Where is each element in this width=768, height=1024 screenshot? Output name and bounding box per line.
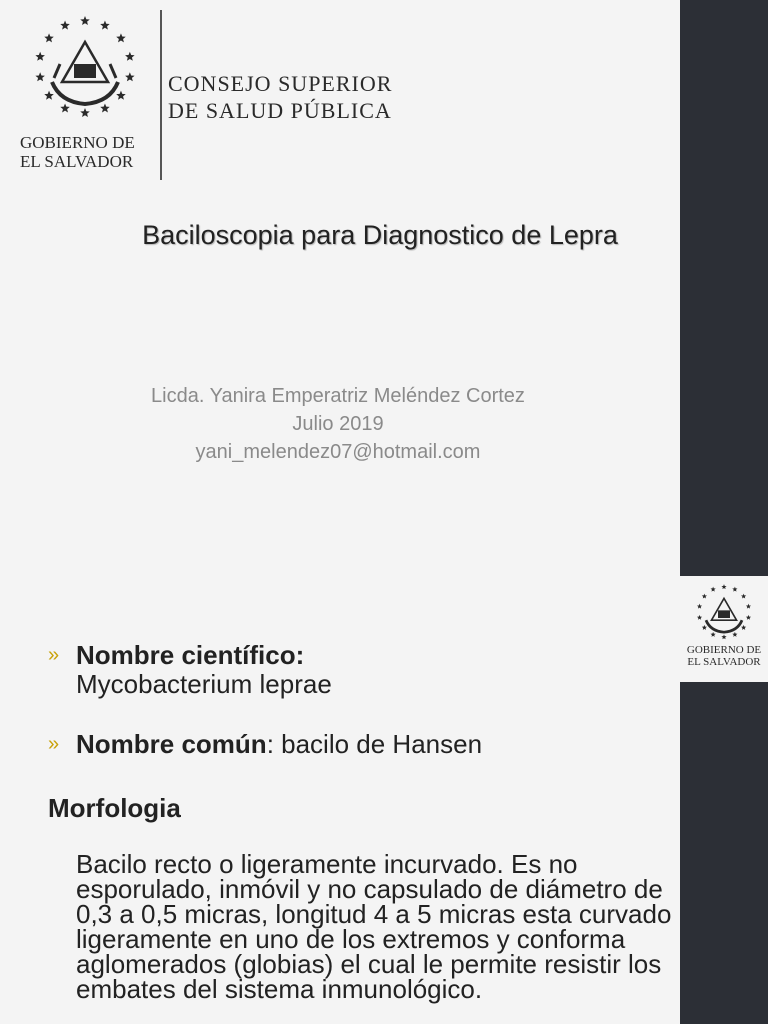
bullet-chevron-icon: » (48, 644, 60, 666)
right-sidebar (680, 0, 768, 1024)
star-icon (100, 21, 110, 30)
star-icon (746, 615, 751, 620)
star-icon (116, 91, 126, 100)
star-icon (711, 587, 716, 592)
star-icon (702, 594, 707, 599)
star-icon (100, 103, 110, 112)
star-icon (116, 33, 126, 42)
common-name-label: Nombre común (76, 729, 267, 759)
bullet-common-name (48, 729, 482, 759)
star-icon (721, 584, 726, 589)
author-name: Licda. Yanira Emperatriz Meléndez Cortez (151, 385, 525, 407)
slide-title: Baciloscopia para Diagnostico de Lepra (142, 220, 618, 250)
star-icon (35, 72, 45, 81)
author-block (0, 382, 676, 466)
sidebar-gov-line-1: GOBIERNO DE (686, 644, 762, 656)
star-icon (125, 72, 135, 81)
star-icon (60, 21, 70, 30)
national-seal-icon (30, 12, 140, 122)
national-seal-icon (694, 582, 754, 642)
author-email: yani_melendez07@hotmail.com (195, 441, 481, 463)
header-divider (160, 10, 162, 180)
common-name-value: : bacilo de Hansen (266, 729, 483, 759)
star-icon (702, 625, 707, 630)
gov-line-1: GOBIERNO DE (20, 133, 135, 152)
star-icon (80, 108, 90, 117)
org-line-1: CONSEJO SUPERIOR (168, 71, 393, 96)
star-icon (80, 16, 90, 25)
scientific-name-label: Nombre científico: (76, 640, 305, 670)
star-icon (721, 634, 726, 639)
scientific-name-value: Mycobacterium leprae (76, 669, 332, 699)
star-icon (732, 587, 737, 592)
morphology-heading: Morfologia (48, 793, 181, 823)
star-icon (746, 604, 751, 609)
sidebar-government-name (687, 644, 761, 668)
star-icon (711, 632, 716, 637)
gov-line-2: EL SALVADOR (20, 152, 134, 171)
star-icon (697, 604, 702, 609)
star-icon (125, 52, 135, 61)
presentation-date: Julio 2019 (292, 413, 384, 435)
organization-name (168, 70, 392, 124)
government-name (20, 133, 155, 171)
star-icon (741, 594, 746, 599)
bullet-chevron-icon: » (48, 733, 60, 755)
org-line-2: DE SALUD PÚBLICA (168, 98, 392, 123)
sidebar-government-logo (680, 576, 768, 682)
star-icon (35, 52, 45, 61)
star-icon (44, 33, 54, 42)
bullet-scientific-name (48, 640, 332, 697)
star-icon (741, 625, 746, 630)
star-icon (697, 615, 702, 620)
morphology-description: Bacilo recto o ligeramente incurvado. Es no esporulado, inmóvil y no capsulado de diámetro de 0,3 a 0,5 micras, longitud 4 a 5 micras esta curvado ligeramente en uno de los extremos y conforma aglomerados (globias) el cual le permite resistir los embates del sistema inmunológico. (76, 849, 672, 1004)
sidebar-gov-line-2: EL SALVADOR (687, 656, 761, 668)
star-icon (44, 91, 54, 100)
star-icon (60, 103, 70, 112)
star-icon (732, 632, 737, 637)
